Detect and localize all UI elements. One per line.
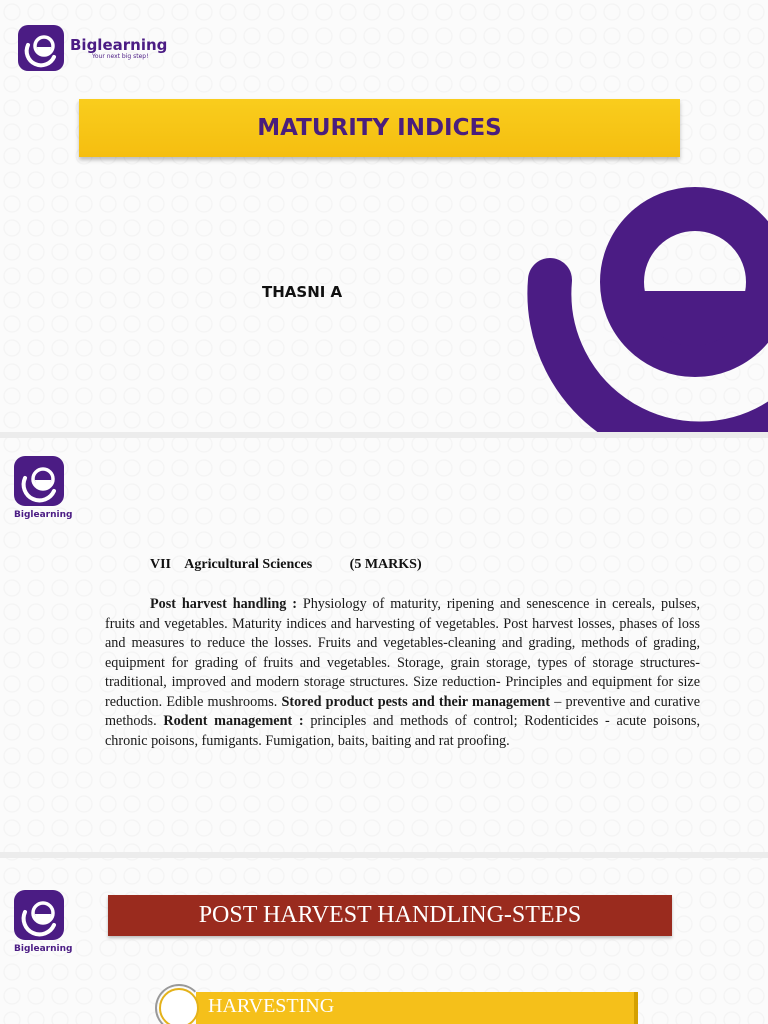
brand-name: Biglearning — [70, 35, 168, 54]
syllabus-part: principles and methods of control; Rodenticides - acute poisons, chronic poisons, fumigants. Fumigation, baits, baiting and rat proofing. — [105, 713, 700, 749]
logo-label: Biglearning — [14, 944, 73, 954]
syllabus-text — [105, 595, 700, 751]
steps-slide — [0, 866, 768, 1024]
title-banner — [79, 99, 680, 157]
brand-logo-small — [14, 456, 72, 520]
logo-icon — [14, 890, 64, 940]
brand-tagline: Your next big step! — [92, 52, 149, 60]
step-circle-icon — [159, 988, 199, 1024]
syllabus-part: Rodent management : — [163, 713, 311, 729]
title-slide — [0, 0, 768, 432]
author-name: THASNI A — [262, 283, 343, 301]
section-marks: (5 MARKS) — [349, 557, 422, 572]
slide-title: MATURITY INDICES — [257, 115, 502, 141]
syllabus-slide — [0, 440, 768, 848]
syllabus-part: Post harvest handling : — [150, 596, 303, 612]
logo-icon — [14, 456, 64, 506]
steps-title: POST HARVEST HANDLING-STEPS — [198, 902, 582, 928]
syllabus-part: Physiology of maturity, ripening and senescence in cereals, pulses, fruits and vegetables. Maturity indices and harvesting of vegetables. Post harvest losses, phases of loss and measures to reduce the losses. Fruits and vegetables-cleaning and grading, methods of grading, equipment for grading of fruits and vegetables. Storage, grain storage, types of storage structures- traditional, improved and modern storage structures. Size reduction- Principles and equipment for size reduction. Edible mushrooms. — [105, 596, 700, 710]
syllabus-part: – preventive and curative methods. — [105, 693, 700, 729]
step-item-harvesting — [196, 992, 638, 1024]
brand-logo-small — [14, 890, 72, 954]
syllabus-part: Stored product pests and their management — [281, 693, 551, 710]
slide-divider — [0, 852, 768, 858]
section-number: VII — [150, 557, 172, 572]
step-label: HARVESTING — [208, 995, 335, 1017]
logo-label: Biglearning — [14, 510, 73, 520]
logo-icon — [18, 25, 64, 71]
slide-divider — [0, 432, 768, 438]
section-subject: Agricultural Sciences — [184, 557, 313, 572]
brand-logo — [18, 25, 167, 71]
large-brand-mark-icon — [520, 170, 768, 432]
section-heading — [150, 557, 422, 573]
steps-title-banner — [108, 895, 672, 936]
